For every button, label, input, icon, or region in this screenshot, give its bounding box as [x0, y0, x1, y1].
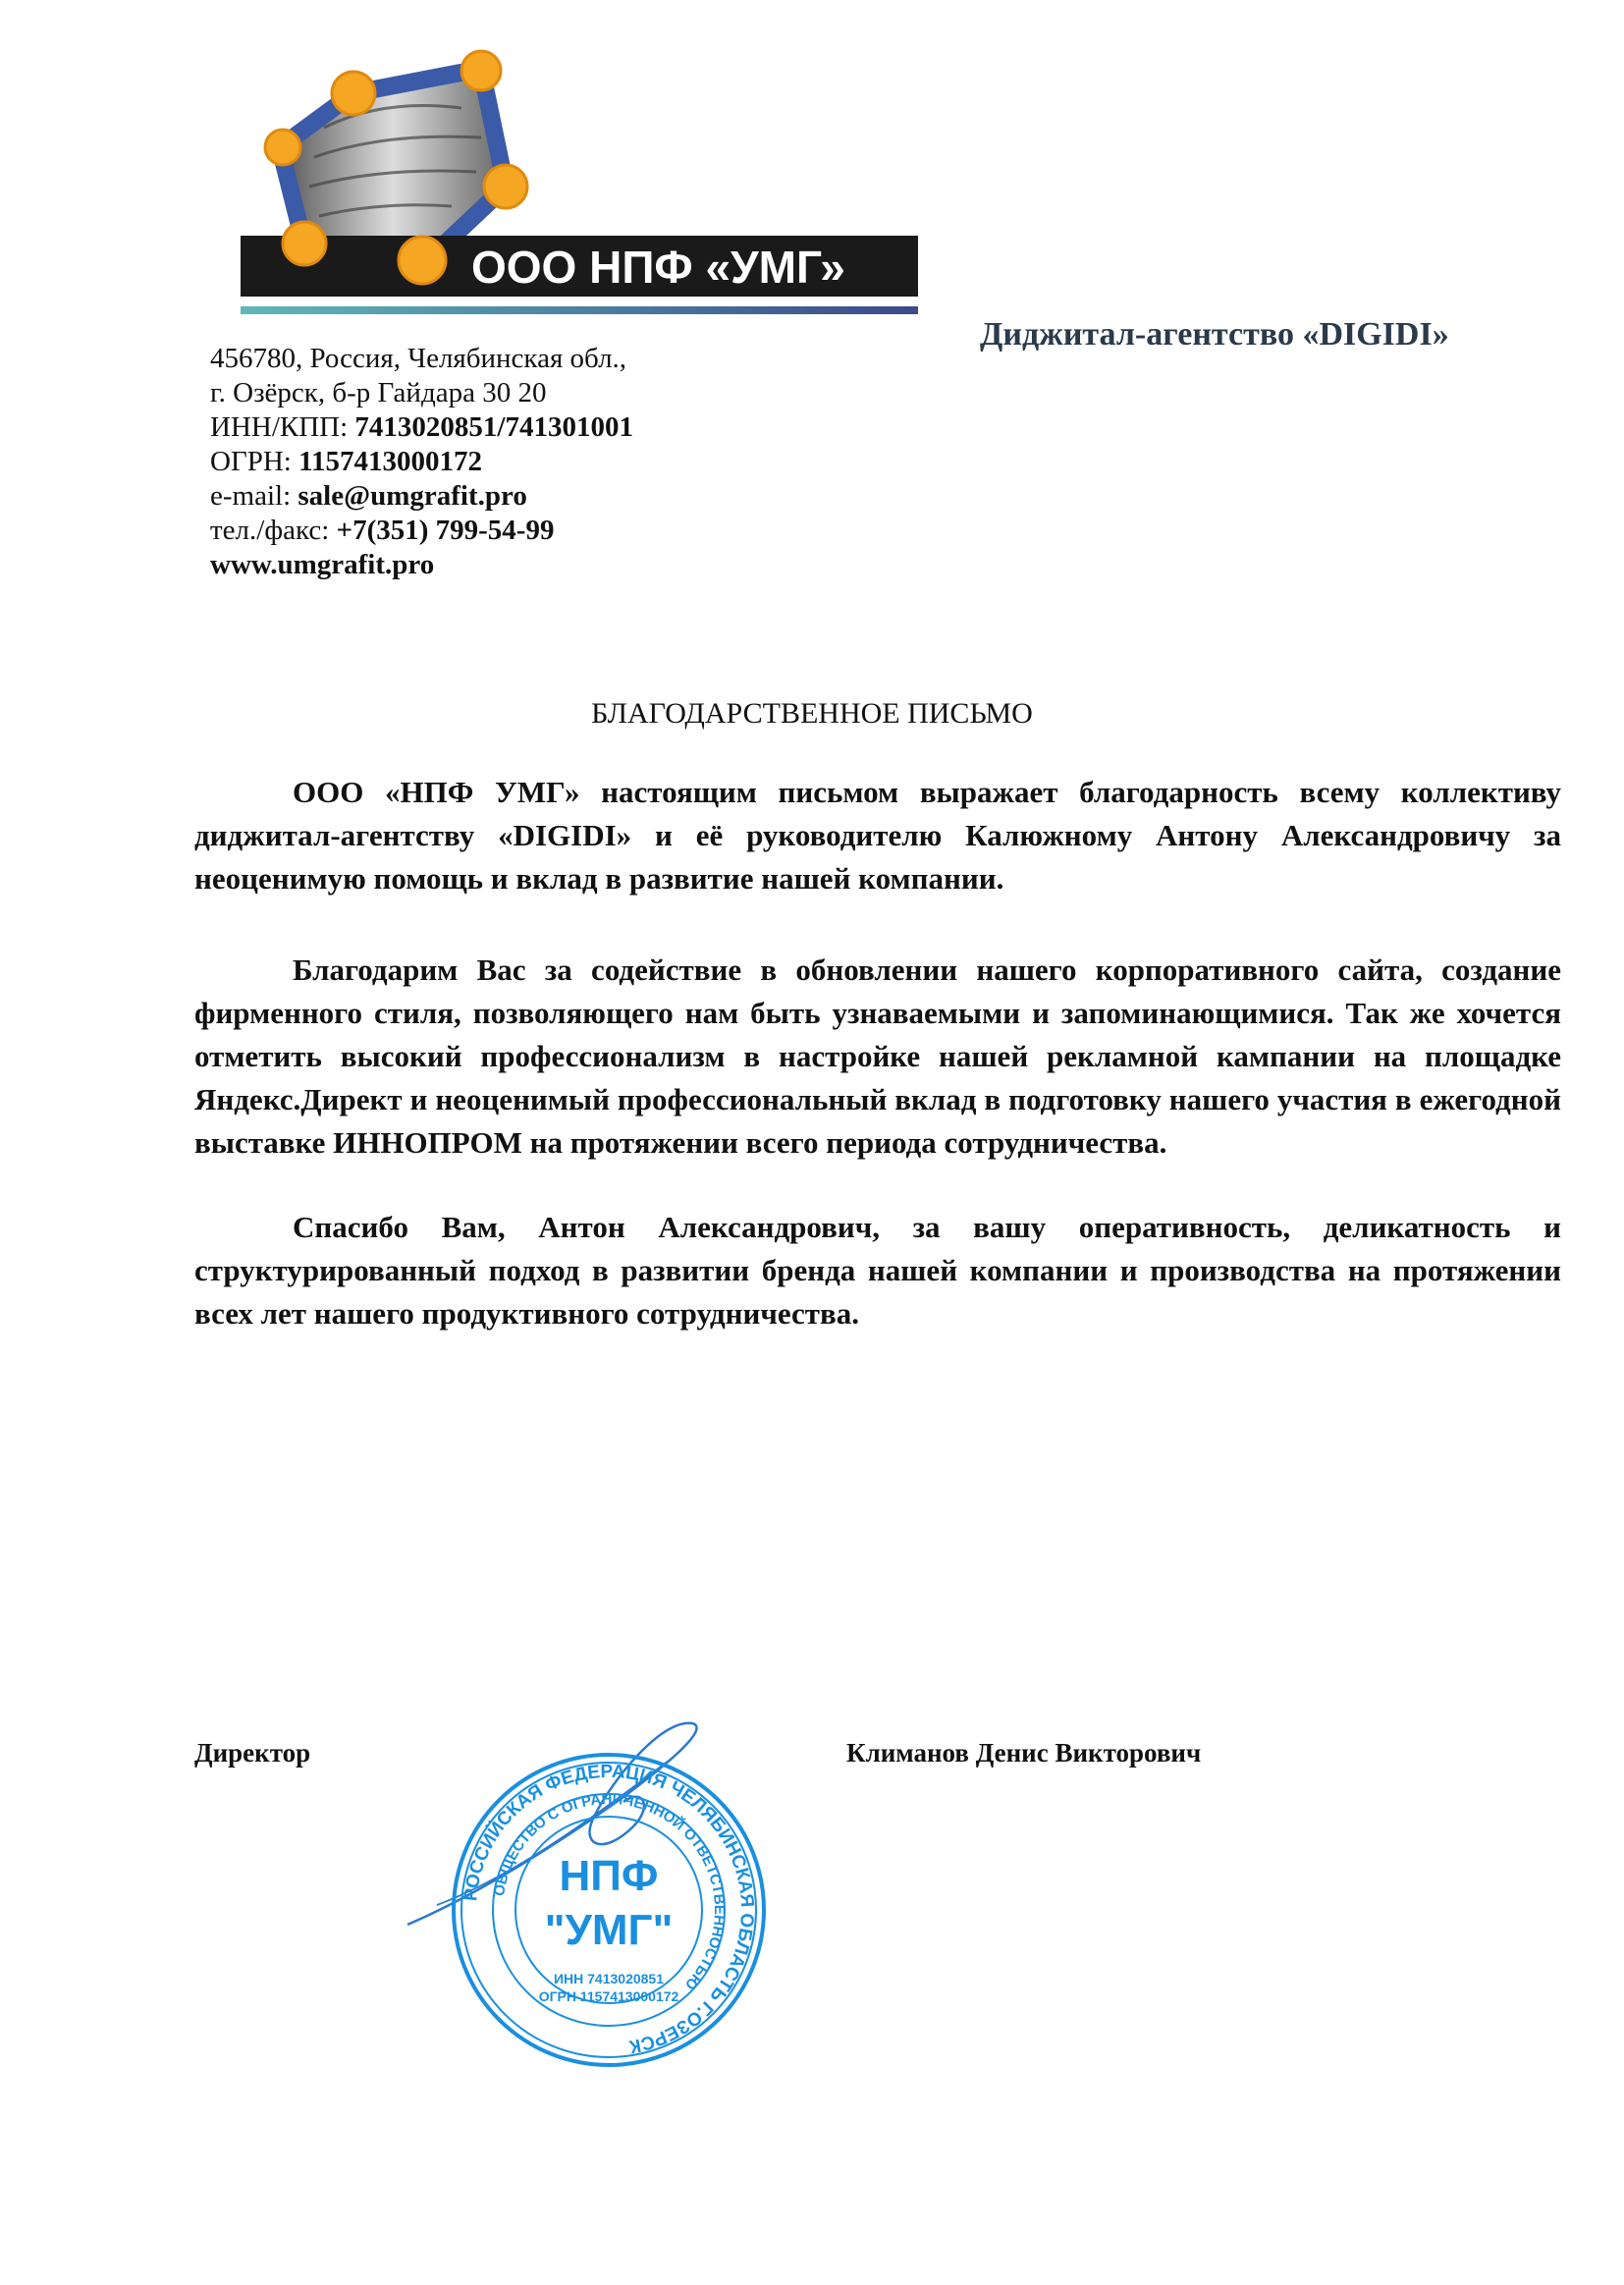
- inn-label: ИНН/КПП:: [210, 411, 355, 443]
- letter-title: БЛАГОДАРСТВЕННОЕ ПИСЬМО: [591, 697, 1033, 730]
- email-value[interactable]: sale@umgrafit.pro: [298, 480, 527, 512]
- email-row: [210, 479, 633, 514]
- website-row: [210, 548, 633, 582]
- stamp-center-line-2: "УМГ": [544, 1906, 674, 1954]
- stamp-ogrn: ОГРН 1157413000172: [538, 1988, 679, 2004]
- inn-row: [210, 410, 633, 445]
- company-requisites: [210, 342, 633, 582]
- addressee: Диджитал-агентство «DIGIDI»: [980, 316, 1449, 353]
- ogrn-row: [210, 445, 633, 479]
- letter-paragraph-1: ООО «НПФ УМГ» настоящим письмом выражает благодарность всему коллективу диджитал-агентству «DIGIDI» и её руководителю Калюжному Антону Александровичу за неоценимую помощь и вклад в развитие нашей компании.: [194, 775, 1561, 896]
- stamp-ring-text: РОССИЙСКАЯ ФЕДЕРАЦИЯ ЧЕЛЯБИНСКАЯ ОБЛАСТЬ Г.ОЗЕРСК: [460, 1761, 758, 2057]
- phone-row: [210, 514, 633, 548]
- website-link[interactable]: www.umgrafit.pro: [210, 549, 435, 580]
- phone-label: тел./факс:: [210, 515, 337, 546]
- logo-text: ООО НПФ «УМГ»: [471, 242, 845, 293]
- logo-underline: [241, 306, 918, 314]
- letter-paragraph-2: Благодарим Вас за содействие в обновлении нашего корпоративного сайта, создание фирменного стиля, позволяющего нам быть узнаваемыми и запоминающимися. Так же хочется отметить высокий профессионализм в настройке нашей рекламной кампании на площадке Яндекс.Директ и неоценимый профессиональный вклад в подготовку нашего участия в ежегодной выставке ИННОПРОМ на протяжении всего периода сотрудничества.: [194, 952, 1561, 1160]
- stamp-center-line-1: НПФ: [559, 1852, 659, 1900]
- ogrn-label: ОГРН:: [210, 446, 299, 477]
- stamp-inner-ring-text: ОБЩЕСТВО С ОГРАНИЧЕННОЙ ОТВЕТСТВЕННОСТЬЮ: [490, 1790, 729, 1993]
- inn-value: 7413020851/741301001: [354, 411, 633, 443]
- letter-paragraph-3: Спасибо Вам, Антон Александрович, за вашу оперативность, деликатность и структурированный подход в развитии бренда нашей компании и производства на протяжении всех лет нашего продуктивного сотрудничества.: [194, 1210, 1561, 1331]
- company-stamp: [447, 1748, 771, 2072]
- signer-position: Директор: [194, 1738, 311, 1768]
- address-line-2: г. Озёрск, б-р Гайдара 30 20: [210, 377, 547, 408]
- ogrn-value: 1157413000172: [298, 446, 482, 477]
- signer-name: Климанов Денис Викторович: [846, 1738, 1202, 1768]
- address-line-1: 456780, Россия, Челябинская обл.,: [210, 343, 627, 374]
- stamp-inn: ИНН 7413020851: [553, 1971, 665, 1986]
- company-logo: [236, 39, 923, 324]
- phone-value: +7(351) 799-54-99: [336, 515, 555, 546]
- email-label: e-mail:: [210, 480, 298, 512]
